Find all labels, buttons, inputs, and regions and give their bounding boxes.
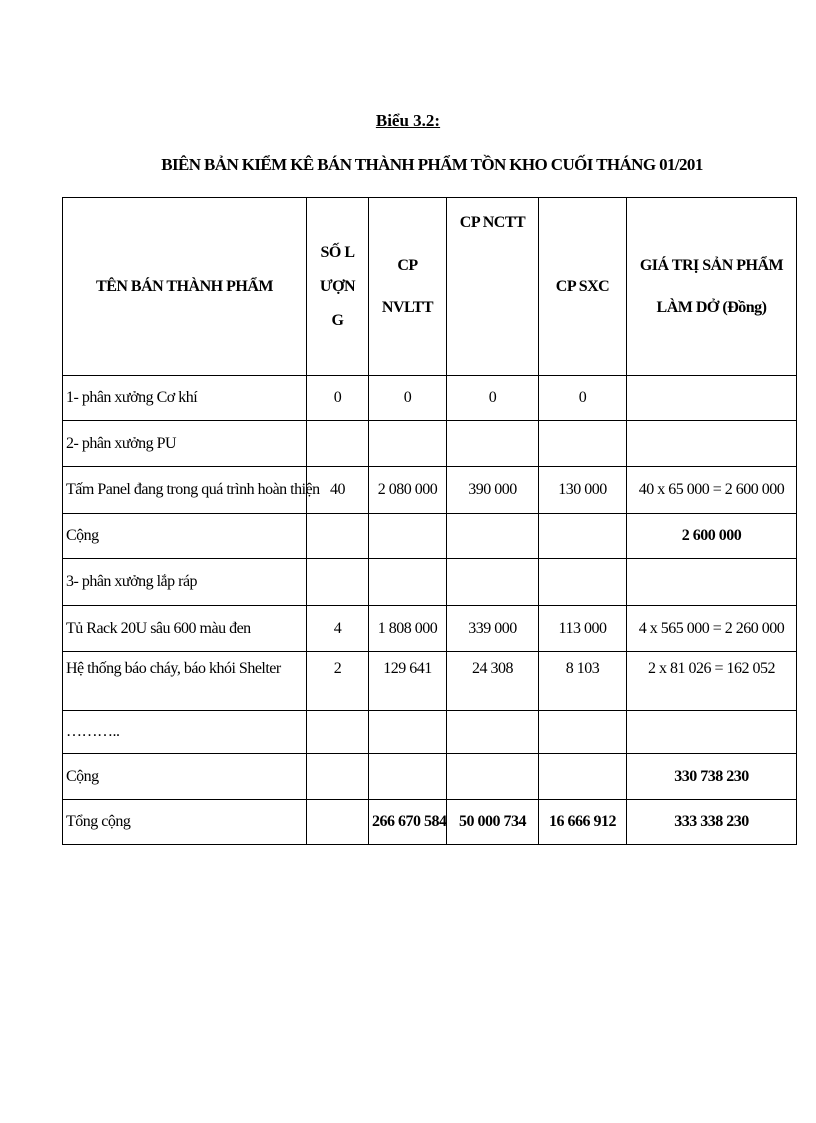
row-cp-ncct (447, 421, 539, 467)
table-row (63, 800, 797, 845)
row-cp-nvltt: 266 670 584 (369, 800, 447, 845)
table-header-row (63, 198, 797, 376)
row-qty: 0 (307, 376, 369, 421)
row-name: Tổng cộng (63, 800, 307, 845)
row-name: 1- phân xưởng Cơ khí (63, 376, 307, 421)
row-cp-sxc (539, 421, 627, 467)
row-cp-ncct (447, 514, 539, 559)
row-cp-sxc (539, 559, 627, 606)
row-value: 330 738 230 (627, 754, 797, 800)
row-value (627, 711, 797, 754)
row-cp-sxc: 113 000 (539, 606, 627, 652)
row-qty: 2 (307, 652, 369, 711)
table-row (63, 606, 797, 652)
table-row (63, 711, 797, 754)
row-cp-nvltt (369, 711, 447, 754)
row-qty: 40 (307, 467, 369, 514)
row-qty: 4 (307, 606, 369, 652)
header-cp-ncct: CP NCTT (447, 198, 539, 376)
row-name: Hệ thống báo cháy, báo khói Shelter (63, 652, 307, 711)
row-value: 4 x 565 000 = 2 260 000 (627, 606, 797, 652)
row-cp-nvltt (369, 421, 447, 467)
row-cp-ncct (447, 754, 539, 800)
row-cp-ncct (447, 711, 539, 754)
row-cp-nvltt (369, 514, 447, 559)
row-name: Tủ Rack 20U sâu 600 màu đen (63, 606, 307, 652)
row-cp-sxc (539, 514, 627, 559)
row-name: Cộng (63, 754, 307, 800)
row-value: 2 x 81 026 = 162 052 (627, 652, 797, 711)
row-cp-ncct: 390 000 (447, 467, 539, 514)
row-cp-sxc (539, 711, 627, 754)
row-cp-sxc: 16 666 912 (539, 800, 627, 845)
header-value: GIÁ TRỊ SẢN PHẨM LÀM DỞ (Đồng) (627, 198, 797, 376)
row-qty (307, 559, 369, 606)
row-cp-sxc: 130 000 (539, 467, 627, 514)
row-cp-sxc: 8 103 (539, 652, 627, 711)
row-qty (307, 711, 369, 754)
table-row (63, 467, 797, 514)
inventory-table (62, 197, 797, 845)
row-cp-nvltt: 0 (369, 376, 447, 421)
row-value (627, 376, 797, 421)
row-qty (307, 514, 369, 559)
row-cp-nvltt: 1 808 000 (369, 606, 447, 652)
row-cp-nvltt (369, 559, 447, 606)
row-cp-nvltt (369, 754, 447, 800)
header-qty: SỐ LƯỢNG (307, 198, 369, 376)
row-value: 40 x 65 000 = 2 600 000 (627, 467, 797, 514)
header-cp-nvltt: CP NVLTT (369, 198, 447, 376)
row-cp-nvltt: 2 080 000 (369, 467, 447, 514)
table-row (63, 559, 797, 606)
row-name: Cộng (63, 514, 307, 559)
row-cp-sxc (539, 754, 627, 800)
row-name: Tấm Panel đang trong quá trình hoàn thiện (63, 467, 307, 514)
row-qty (307, 800, 369, 845)
row-cp-ncct: 24 308 (447, 652, 539, 711)
row-qty (307, 421, 369, 467)
row-value: 333 338 230 (627, 800, 797, 845)
row-value (627, 421, 797, 467)
document-title: BIÊN BẢN KIỂM KÊ BÁN THÀNH PHẨM TỒN KHO CUỐI THÁNG 01/201 (161, 155, 703, 174)
row-qty (307, 754, 369, 800)
table-row (63, 754, 797, 800)
row-name: 3- phân xưởng lắp ráp (63, 559, 307, 606)
row-cp-ncct (447, 559, 539, 606)
table-row (63, 514, 797, 559)
row-value (627, 559, 797, 606)
row-value: 2 600 000 (627, 514, 797, 559)
row-name: ……….. (63, 711, 307, 754)
header-cp-sxc: CP SXC (539, 198, 627, 376)
row-cp-nvltt: 129 641 (369, 652, 447, 711)
table-row (63, 421, 797, 467)
header-name: TÊN BÁN THÀNH PHẨM (63, 198, 307, 376)
table-row (63, 652, 797, 711)
row-cp-ncct: 0 (447, 376, 539, 421)
row-cp-ncct: 339 000 (447, 606, 539, 652)
document-caption: Biểu 3.2: (375, 111, 441, 130)
row-name: 2- phân xưởng PU (63, 421, 307, 467)
table-row (63, 376, 797, 421)
row-cp-sxc: 0 (539, 376, 627, 421)
row-cp-ncct: 50 000 734 (447, 800, 539, 845)
